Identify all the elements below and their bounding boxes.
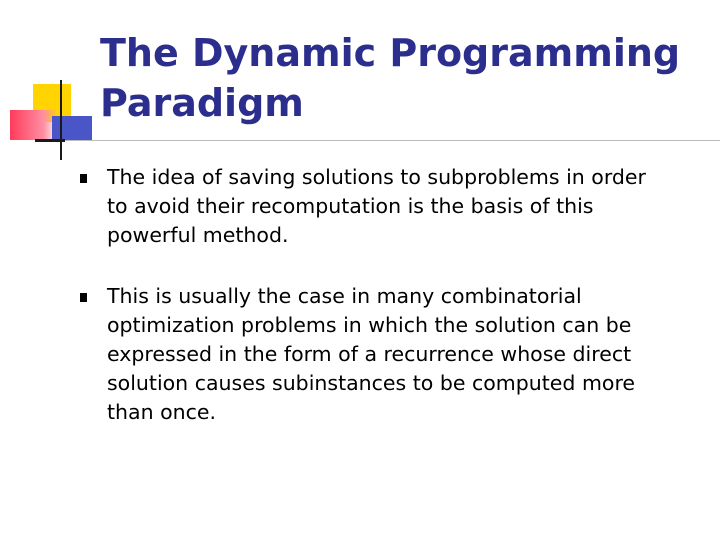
bullet-text-line: powerful method. <box>107 223 289 247</box>
bullet-text-line: optimization problems in which the solution can be <box>107 313 632 337</box>
slide-title-line-1: The Dynamic Programming <box>100 31 681 75</box>
logo-horizontal-line <box>35 139 65 142</box>
bullet-text-line: expressed in the form of a recurrence whose direct <box>107 342 632 366</box>
logo-pink-bar <box>10 110 58 140</box>
slide-title-line-2: Paradigm <box>100 81 304 125</box>
bullet-list <box>80 163 700 459</box>
bullet-text-line: The idea of saving solutions to subproblems in order <box>107 165 646 189</box>
bullet-text-line: This is usually the case in many combinatorial <box>107 284 582 308</box>
bullet-text-line: than once. <box>107 400 217 424</box>
bullet-marker-icon <box>80 174 87 183</box>
logo-blue-square <box>52 116 92 140</box>
bullet-item <box>80 163 700 250</box>
bullet-item <box>80 282 700 427</box>
logo-vertical-line <box>60 80 62 160</box>
bullet-text-line: to avoid their recomputation is the basis of this <box>107 194 594 218</box>
bullet-text-line: solution causes subinstances to be computed more <box>107 371 636 395</box>
title-divider-line <box>35 140 720 141</box>
bullet-marker-icon <box>80 293 87 302</box>
slide-title <box>100 28 710 128</box>
